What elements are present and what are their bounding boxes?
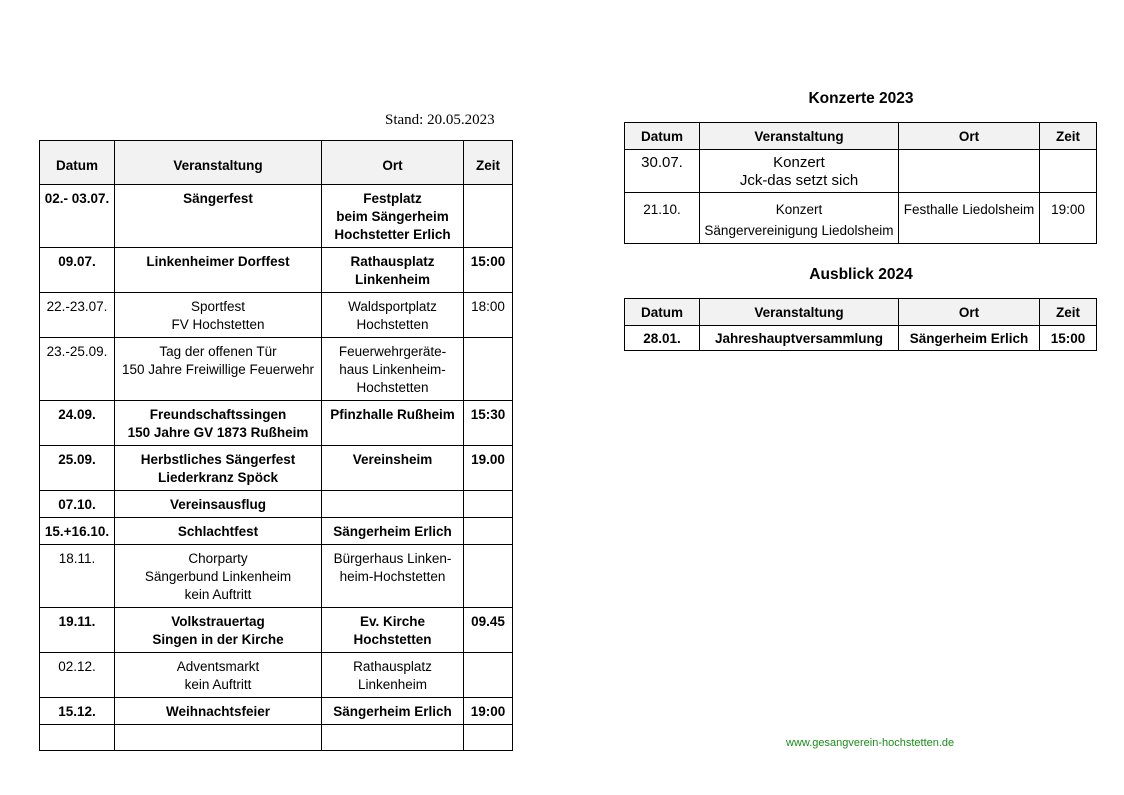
table-row (625, 150, 1097, 193)
cell-line: Konzert (775, 202, 823, 217)
cell-line: Waldsportplatz (348, 299, 437, 314)
cell-datum: 22.-23.07. (40, 293, 115, 338)
cell-zeit (464, 653, 513, 698)
cell-line: Linkenheim (354, 272, 430, 287)
cell-line: Bürgerhaus Linken- (333, 551, 452, 566)
cell-line: Hochstetten (356, 317, 429, 332)
cell-empty (322, 725, 464, 751)
cell-veranstaltung (115, 491, 322, 518)
cell-ort: Festhalle Liedolsheim (899, 193, 1040, 244)
cell-line: Weihnachtsfeier (165, 704, 271, 719)
cell-ort (322, 338, 464, 401)
cell-veranstaltung (700, 150, 899, 193)
cell-empty (464, 725, 513, 751)
ausblick-title: Ausblick 2024 (809, 266, 913, 283)
col-header-ort: Ort (899, 123, 1040, 150)
cell-line: Vereinsheim (352, 452, 433, 467)
col-header-veranstaltung: Veranstaltung (700, 123, 899, 150)
cell-line: Sängerheim Erlich (333, 524, 452, 539)
cell-line: Rathausplatz (353, 659, 432, 674)
cell-datum: 15.+16.10. (40, 518, 115, 545)
cell-veranstaltung (115, 185, 322, 248)
cell-veranstaltung (115, 545, 322, 608)
cell-ort (322, 608, 464, 653)
cell-zeit (1040, 150, 1097, 193)
table-header-row (625, 299, 1097, 326)
table-row (40, 518, 513, 545)
table-row (40, 248, 513, 293)
table-row (40, 491, 513, 518)
cell-empty (115, 725, 322, 751)
cell-line: Jck-das setzt sich (739, 172, 859, 189)
table-row (40, 338, 513, 401)
table-row (40, 698, 513, 725)
cell-veranstaltung (115, 248, 322, 293)
cell-line: Feuerwehrgeräte- (338, 344, 447, 359)
cell-veranstaltung: Jahreshauptversammlung (700, 326, 899, 351)
cell-line: Sängerbund Linkenheim (144, 569, 292, 584)
cell-datum: 07.10. (40, 491, 115, 518)
cell-datum: 02.- 03.07. (40, 185, 115, 248)
table-row (625, 326, 1097, 351)
cell-datum: 15.12. (40, 698, 115, 725)
cell-zeit (464, 518, 513, 545)
konzerte-table (624, 122, 1097, 244)
cell-veranstaltung (115, 401, 322, 446)
cell-ort (322, 518, 464, 545)
cell-veranstaltung (115, 446, 322, 491)
table-header-row (40, 141, 513, 185)
col-header-veranstaltung: Veranstaltung (700, 299, 899, 326)
cell-line: Linkenheim (357, 677, 428, 692)
cell-line: Chorparty (188, 551, 248, 566)
cell-line: Sängervereinigung Liedolsheim (704, 223, 894, 238)
cell-line: Linkenheimer Dorffest (146, 254, 290, 269)
cell-ort (322, 491, 464, 518)
cell-line: Vereinsausflug (169, 497, 267, 512)
cell-line: haus Linkenheim- (339, 362, 446, 377)
col-header-datum: Datum (625, 123, 700, 150)
cell-zeit: 15:00 (1040, 326, 1097, 351)
cell-ort (322, 698, 464, 725)
cell-zeit: 19:00 (464, 698, 513, 725)
cell-line: Konzert (773, 154, 825, 171)
col-header-zeit: Zeit (464, 141, 513, 185)
table-row (40, 293, 513, 338)
cell-line: Hochstetter Erlich (334, 227, 451, 242)
cell-line: Rathausplatz (350, 254, 435, 269)
cell-line: kein Auftritt (184, 587, 252, 602)
cell-ort (322, 653, 464, 698)
cell-line: Sängerfest (183, 191, 253, 206)
cell-line: heim-Hochstetten (339, 569, 446, 584)
cell-line: Sportfest (190, 299, 246, 314)
konzerte-title: Konzerte 2023 (808, 90, 914, 107)
cell-ort (322, 293, 464, 338)
cell-empty (40, 725, 115, 751)
cell-veranstaltung (115, 338, 322, 401)
table-row (40, 653, 513, 698)
stand-date: Stand: 20.05.2023 (385, 112, 495, 128)
cell-zeit: 09.45 (464, 608, 513, 653)
cell-zeit: 18:00 (464, 293, 513, 338)
table-row (625, 193, 1097, 244)
cell-datum: 23.-25.09. (40, 338, 115, 401)
cell-line: Pfinzhalle Rußheim (330, 407, 455, 422)
cell-datum: 21.10. (625, 193, 700, 244)
col-header-zeit: Zeit (1040, 123, 1097, 150)
cell-datum: 24.09. (40, 401, 115, 446)
cell-datum: 02.12. (40, 653, 115, 698)
table-row-empty (40, 725, 513, 751)
cell-ort (322, 545, 464, 608)
cell-datum: 30.07. (625, 150, 700, 193)
cell-line: FV Hochstetten (171, 317, 265, 332)
cell-line: kein Auftritt (184, 677, 252, 692)
table-row (40, 446, 513, 491)
cell-zeit: 19:00 (1040, 193, 1097, 244)
col-header-veranstaltung: Veranstaltung (115, 141, 322, 185)
cell-datum: 19.11. (40, 608, 115, 653)
cell-veranstaltung (115, 608, 322, 653)
col-header-zeit: Zeit (1040, 299, 1097, 326)
cell-veranstaltung (115, 518, 322, 545)
cell-line: Freundschaftssingen (149, 407, 287, 422)
cell-ort (899, 150, 1040, 193)
cell-zeit: 15:00 (464, 248, 513, 293)
cell-ort (322, 185, 464, 248)
table-row (40, 545, 513, 608)
cell-line: 150 Jahre GV 1873 Rußheim (127, 425, 309, 440)
cell-zeit (464, 338, 513, 401)
table-row (40, 185, 513, 248)
cell-datum: 25.09. (40, 446, 115, 491)
cell-line: Singen in der Kirche (152, 632, 284, 647)
cell-zeit (464, 545, 513, 608)
cell-line: Sängerheim Erlich (333, 704, 452, 719)
col-header-ort: Ort (899, 299, 1040, 326)
cell-zeit: 15:30 (464, 401, 513, 446)
cell-veranstaltung (115, 698, 322, 725)
cell-datum: 09.07. (40, 248, 115, 293)
cell-veranstaltung (115, 653, 322, 698)
cell-line: Hochstetten (356, 380, 429, 395)
cell-line: Schlachtfest (177, 524, 259, 539)
cell-line: Hochstetten (353, 632, 432, 647)
cell-ort: Sängerheim Erlich (899, 326, 1040, 351)
cell-veranstaltung (115, 293, 322, 338)
cell-zeit (464, 185, 513, 248)
termine-rows (40, 185, 513, 751)
table-row (40, 401, 513, 446)
website-link[interactable]: www.gesangverein-hochstetten.de (786, 737, 955, 749)
cell-line: Festplatz (363, 191, 422, 206)
col-header-datum: Datum (40, 141, 115, 185)
col-header-datum: Datum (625, 299, 700, 326)
cell-line: Adventsmarkt (176, 659, 260, 674)
cell-line: Ev. Kirche (359, 614, 426, 629)
cell-line: Liederkranz Spöck (157, 470, 279, 485)
cell-ort (322, 446, 464, 491)
cell-veranstaltung (700, 193, 899, 244)
cell-line: Herbstliches Sängerfest (140, 452, 296, 467)
cell-zeit: 19.00 (464, 446, 513, 491)
termine-table (39, 140, 513, 751)
col-header-ort: Ort (322, 141, 464, 185)
table-header-row (625, 123, 1097, 150)
cell-datum: 28.01. (625, 326, 700, 351)
cell-line: Volkstrauertag (171, 614, 265, 629)
cell-zeit (464, 491, 513, 518)
cell-line: beim Sängerheim (336, 209, 449, 224)
table-row (40, 608, 513, 653)
ausblick-table (624, 298, 1097, 351)
cell-ort (322, 248, 464, 293)
cell-line: Tag der offenen Tür (159, 344, 277, 359)
cell-line: 150 Jahre Freiwillige Feuerwehr (121, 362, 315, 377)
cell-datum: 18.11. (40, 545, 115, 608)
cell-ort (322, 401, 464, 446)
